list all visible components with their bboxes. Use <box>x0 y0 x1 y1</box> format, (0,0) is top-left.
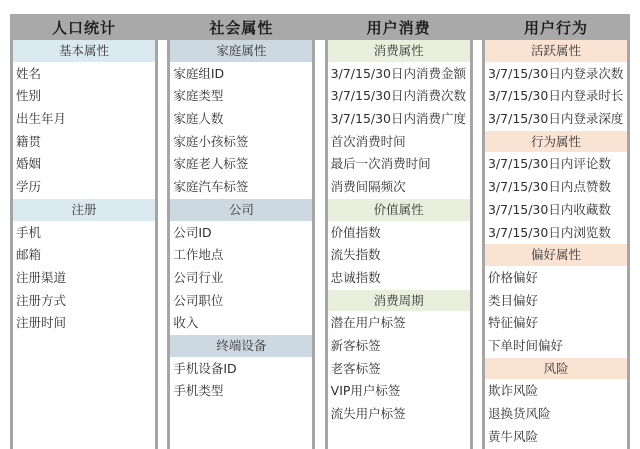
attribute-item: 手机 <box>16 224 42 240</box>
attribute-item: 3/7/15/30日内点赞数 <box>487 179 611 195</box>
attribute-item: 流失指数 <box>330 247 381 263</box>
attribute-item: 特征偏好 <box>487 315 538 331</box>
section-header: 消费周期 <box>328 290 470 312</box>
attribute-item: 邮箱 <box>16 247 42 263</box>
attribute-item: 婚姻 <box>16 156 42 172</box>
column-title-3: 用户消费 <box>366 18 431 37</box>
attribute-item: 3/7/15/30日内登录深度 <box>487 111 624 127</box>
column-title-4: 用户行为 <box>523 18 588 37</box>
section-header: 偏好属性 <box>485 244 627 266</box>
attribute-item: 流失用户标签 <box>330 406 406 421</box>
section-header: 风险 <box>485 358 627 380</box>
section-header: 消费属性 <box>328 40 470 62</box>
attribute-item: 家庭老人标签 <box>173 156 249 172</box>
attribute-item: 姓名 <box>16 65 42 81</box>
attribute-item: 3/7/15/30日内登录次数 <box>487 65 624 81</box>
attribute-item: 工作地点 <box>173 247 224 263</box>
section-header: 公司 <box>170 199 312 221</box>
attribute-item: 忠诚指数 <box>330 269 381 285</box>
attribute-item: 家庭组ID <box>173 65 225 81</box>
attribute-item: 潜在用户标签 <box>330 315 406 331</box>
attribute-item: 黄牛风险 <box>487 428 538 444</box>
attribute-item: 手机设备ID <box>173 360 237 376</box>
attribute-item: 出生年月 <box>16 111 67 127</box>
attribute-item: 性别 <box>16 88 42 104</box>
attribute-item: 公司ID <box>173 224 212 240</box>
attribute-item: 价格偏好 <box>487 269 538 285</box>
attribute-item: 3/7/15/30日内消费次数 <box>330 88 467 104</box>
attribute-item: 3/7/15/30日内消费广度 <box>330 111 467 127</box>
attribute-item: 学历 <box>16 179 42 195</box>
attribute-item: 类目偏好 <box>487 292 538 308</box>
attribute-item: 3/7/15/30日内登录时长 <box>487 88 624 104</box>
attribute-item: 3/7/15/30日内消费金额 <box>330 65 467 81</box>
columns-container <box>10 40 630 449</box>
section-header: 基本属性 <box>13 40 155 62</box>
section-header: 行为属性 <box>485 131 627 153</box>
attribute-item: 首次消费时间 <box>330 133 406 149</box>
column-3 <box>325 40 473 449</box>
attribute-item: 公司职位 <box>173 292 224 308</box>
column-1 <box>10 40 158 449</box>
attribute-item: 注册时间 <box>16 315 67 331</box>
attribute-item: 家庭类型 <box>173 88 224 104</box>
attribute-item: 3/7/15/30日内收藏数 <box>487 201 611 217</box>
section-header: 活跃属性 <box>485 40 627 62</box>
attribute-item: 消费间隔频次 <box>330 179 406 195</box>
attribute-item: 价值指数 <box>330 224 381 240</box>
attribute-item: 家庭人数 <box>173 111 224 127</box>
attribute-item: 注册方式 <box>16 292 67 308</box>
attribute-item: 退换货风险 <box>487 406 551 421</box>
attribute-item: 公司行业 <box>173 269 224 285</box>
attribute-item: 收入 <box>173 315 199 331</box>
attribute-item: 3/7/15/30日内浏览数 <box>487 224 611 240</box>
attribute-item: 下单时间偏好 <box>487 337 563 353</box>
attribute-item: 3/7/15/30日内评论数 <box>487 156 611 172</box>
attribute-item: 老客标签 <box>330 360 381 376</box>
attribute-item: 欺诈风险 <box>487 383 538 399</box>
section-header: 注册 <box>13 199 155 221</box>
attribute-item: 籍贯 <box>16 133 42 149</box>
column-title-1: 人口统计 <box>51 18 116 37</box>
attribute-item: 手机类型 <box>173 383 224 399</box>
column-title-2: 社会属性 <box>209 18 274 37</box>
attribute-item: 新客标签 <box>330 337 381 353</box>
column-4 <box>482 40 630 449</box>
section-header: 价值属性 <box>328 199 470 221</box>
attribute-item: 注册渠道 <box>16 269 67 285</box>
attribute-item: 家庭小孩标签 <box>173 133 249 149</box>
attribute-item: VIP用户标签 <box>330 383 401 399</box>
attribute-item: 最后一次消费时间 <box>330 156 431 172</box>
attribute-item: 家庭汽车标签 <box>173 179 249 195</box>
section-header: 终端设备 <box>170 335 312 357</box>
title-band <box>10 14 630 40</box>
section-header: 家庭属性 <box>170 40 312 62</box>
column-2 <box>167 40 315 449</box>
